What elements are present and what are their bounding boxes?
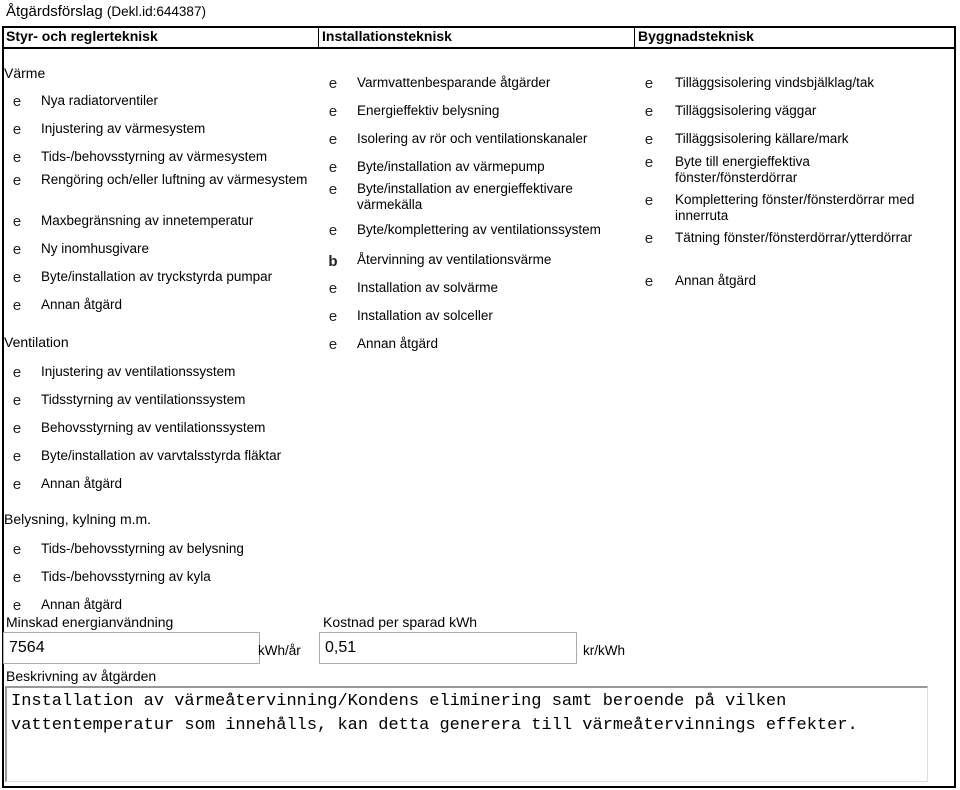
checkbox-unchecked-icon[interactable]: e: [328, 309, 338, 326]
checkbox-label: Ny inomhusgivare: [41, 241, 150, 256]
checkbox-label: Tilläggsisolering väggar: [675, 103, 817, 118]
checkbox-unchecked-icon[interactable]: e: [12, 393, 22, 410]
column-header-bygg: Byggnadsteknisk: [638, 28, 754, 44]
checkbox-label: Maxbegränsning av innetemperatur: [41, 213, 254, 228]
checkbox-unchecked-icon[interactable]: e: [12, 421, 22, 438]
checkbox-unchecked-icon[interactable]: e: [328, 281, 338, 298]
section-heading-ventilation: Ventilation: [4, 334, 69, 350]
checkbox-label: Tilläggsisolering vindsbjälklag/tak: [675, 75, 875, 90]
checkbox-label: Energieffektiv belysning: [357, 103, 500, 118]
checkbox-unchecked-icon[interactable]: e: [12, 542, 22, 559]
checkbox-unchecked-icon[interactable]: e: [12, 298, 22, 315]
checkbox-label: Komplettering fönster/fönsterdörrar med innerruta: [675, 192, 915, 223]
column-divider-2: [634, 28, 635, 47]
checkbox-unchecked-icon[interactable]: e: [328, 132, 338, 149]
checkbox-label: Installation av solceller: [357, 308, 493, 323]
checkbox-label: Behovsstyrning av ventilationssystem: [41, 420, 266, 435]
checkbox-label: Injustering av värmesystem: [41, 121, 206, 136]
checkbox-label: Tilläggsisolering källare/mark: [675, 131, 849, 146]
checkbox-label: Varmvattenbesparande åtgärder: [357, 75, 551, 90]
section-heading-belysning: Belysning, kylning m.m.: [4, 511, 152, 527]
checkbox-label: Byte/installation av värmepump: [357, 159, 545, 174]
energy-label: Minskad energianvändning: [6, 614, 174, 630]
checkbox-label: Byte/installation av varvtalsstyrda fläktar: [41, 448, 282, 463]
checkbox-label: Rengöring och/eller luftning av värmesystem: [41, 172, 308, 187]
checkbox-label: Annan åtgärd: [41, 597, 123, 612]
column-divider-1: [318, 28, 319, 47]
column-header-styr: Styr- och reglerteknisk: [6, 28, 158, 44]
checkbox-unchecked-icon[interactable]: e: [12, 94, 22, 111]
page-title: [6, 3, 206, 20]
cost-label: Kostnad per sparad kWh: [323, 614, 478, 630]
checkbox-label: Annan åtgärd: [41, 297, 123, 312]
checkbox-label: Annan åtgärd: [675, 273, 757, 288]
checkbox-unchecked-icon[interactable]: e: [12, 598, 22, 615]
checkbox-label: Byte/installation av tryckstyrda pumpar: [41, 269, 273, 284]
checkbox-checked-icon[interactable]: b: [328, 253, 338, 270]
column-header-installation: Installationsteknisk: [322, 28, 452, 44]
checkbox-unchecked-icon[interactable]: e: [12, 214, 22, 231]
checkbox-label: Återvinning av ventilationsvärme: [357, 252, 552, 267]
checkbox-unchecked-icon[interactable]: e: [644, 274, 654, 291]
checkbox-unchecked-icon[interactable]: e: [644, 231, 654, 248]
checkbox-label: Injustering av ventilationssystem: [41, 364, 236, 379]
description-textarea[interactable]: Installation av värmeåtervinning/Kondens eliminering samt beroende på vilken vattentemperatur som innehålls, kan detta generera till värmeåtervinnings effekter.: [5, 686, 928, 782]
checkbox-label: Annan åtgärd: [41, 476, 123, 491]
checkbox-label: Tidsstyrning av ventilationssystem: [41, 392, 246, 407]
checkbox-unchecked-icon[interactable]: e: [12, 477, 22, 494]
checkbox-unchecked-icon[interactable]: e: [328, 337, 338, 354]
checkbox-unchecked-icon[interactable]: e: [12, 570, 22, 587]
checkbox-unchecked-icon[interactable]: e: [12, 122, 22, 139]
energy-unit: kWh/år: [258, 643, 301, 658]
checkbox-unchecked-icon[interactable]: e: [644, 104, 654, 121]
checkbox-unchecked-icon[interactable]: e: [644, 193, 654, 210]
section-heading-varme: Värme: [4, 65, 46, 81]
checkbox-label: Byte till energieffektiva fönster/fönsterdörrar: [675, 154, 810, 185]
checkbox-label: Tids-/behovsstyrning av belysning: [41, 541, 244, 556]
cost-input[interactable]: 0,51: [319, 632, 577, 664]
checkbox-unchecked-icon[interactable]: e: [328, 160, 338, 177]
checkbox-label: Byte/installation av energieffektivare värmekälla: [357, 181, 573, 212]
checkbox-label: Annan åtgärd: [357, 336, 439, 351]
checkbox-unchecked-icon[interactable]: e: [644, 155, 654, 172]
checkbox-label: Tids-/behovsstyrning av värmesystem: [41, 149, 268, 164]
checkbox-unchecked-icon[interactable]: e: [644, 132, 654, 149]
checkbox-unchecked-icon[interactable]: e: [12, 270, 22, 287]
energy-input[interactable]: 7564: [3, 632, 260, 664]
checkbox-unchecked-icon[interactable]: e: [12, 242, 22, 259]
checkbox-unchecked-icon[interactable]: e: [328, 104, 338, 121]
checkbox-unchecked-icon[interactable]: e: [12, 150, 22, 167]
checkbox-unchecked-icon[interactable]: e: [644, 76, 654, 93]
checkbox-label: Isolering av rör och ventilationskanaler: [357, 131, 588, 146]
checkbox-label: Nya radiatorventiler: [41, 93, 159, 108]
declaration-id: (Dekl.id:644387): [106, 4, 206, 19]
checkbox-unchecked-icon[interactable]: e: [12, 449, 22, 466]
checkbox-label: Installation av solvärme: [357, 280, 499, 295]
description-label: Beskrivning av åtgärden: [6, 668, 157, 684]
checkbox-label: Tätning fönster/fönsterdörrar/ytterdörrar: [675, 230, 913, 245]
checkbox-unchecked-icon[interactable]: e: [328, 223, 338, 240]
checkbox-unchecked-icon[interactable]: e: [328, 76, 338, 93]
checkbox-unchecked-icon[interactable]: e: [12, 173, 22, 190]
checkbox-unchecked-icon[interactable]: e: [328, 182, 338, 199]
header-divider: [3, 47, 955, 49]
page-title-text: Åtgärdsförslag: [6, 3, 103, 20]
checkbox-label: Byte/komplettering av ventilationssystem: [357, 222, 601, 237]
cost-unit: kr/kWh: [583, 643, 625, 658]
checkbox-unchecked-icon[interactable]: e: [12, 365, 22, 382]
checkbox-label: Tids-/behovsstyrning av kyla: [41, 569, 211, 584]
